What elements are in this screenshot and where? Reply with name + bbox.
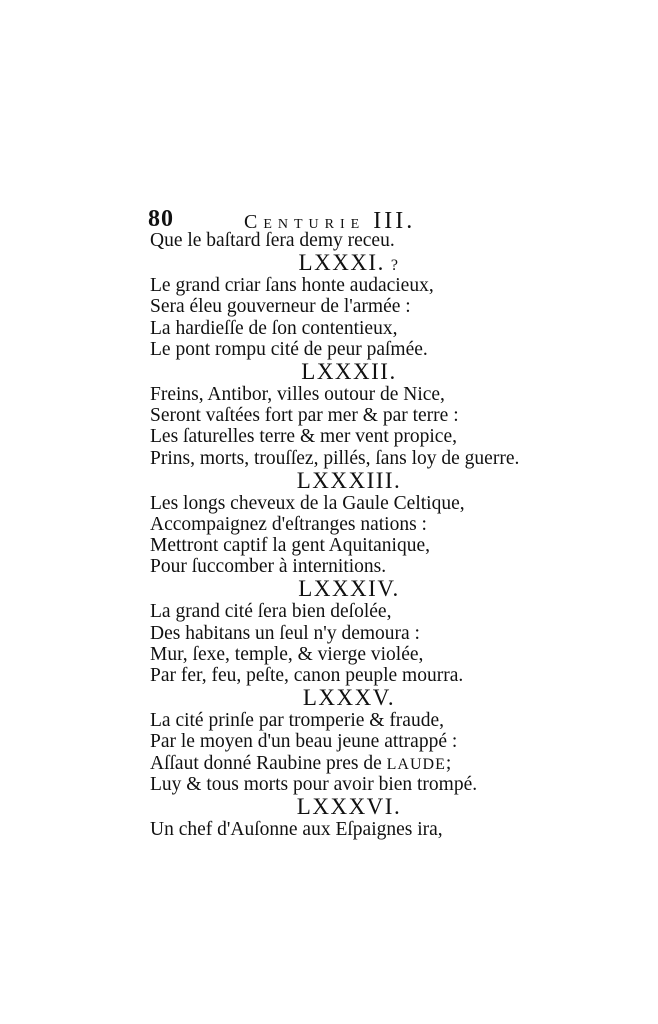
verse-line: Accompaignez d'eſtranges nations : xyxy=(150,513,427,535)
question-mark: ? xyxy=(390,257,400,275)
page-number: 80 xyxy=(148,206,174,232)
quatrain-heading xyxy=(150,686,520,710)
running-title-number: III. xyxy=(373,208,416,234)
verse-line: Freins, Antibor, villes outour de Nice, xyxy=(150,383,445,405)
quatrain-numeral: LXXXV. xyxy=(302,685,396,711)
quatrain-heading xyxy=(150,469,520,493)
verse-line: Les ſaturelles terre & mer vent propice, xyxy=(150,426,457,448)
verse-line: Sera éleu gouverneur de l'armée : xyxy=(150,296,411,318)
verse-line-start: Aſſaut donné Raubine pres de xyxy=(150,752,387,774)
quatrain-numeral: LXXXVI. xyxy=(296,793,402,819)
quatrain-heading xyxy=(150,795,520,819)
verse-line: Luy & tous morts pour avoir bien trompé. xyxy=(150,773,478,795)
quatrain-numeral: LXXXI. xyxy=(298,250,385,276)
running-title-word: Centurie xyxy=(244,211,366,233)
verse-line: Par le moyen d'un beau jeune attrappé : xyxy=(150,731,458,753)
verse-line: Mettront captif la gent Aquitanique, xyxy=(150,535,430,557)
verse-line: Par fer, feu, peſte, canon peuple mourra. xyxy=(150,665,464,686)
verse-text xyxy=(150,230,520,840)
verse-line: Des habitans un ſeul n'y demoura : xyxy=(150,622,420,644)
quatrain-numeral: LXXXIII. xyxy=(296,467,402,493)
verse-line: Un chef d'Auſonne aux Eſpaignes ira, xyxy=(150,818,443,840)
verse-line: Le pont rompu cité de peur paſmée. xyxy=(150,338,428,360)
verse-line: La hardieſſe de ſon contentieux, xyxy=(150,317,398,339)
opening-line: Que le baſtard ſera demy receu. xyxy=(150,230,395,251)
verse-line: Pour ſuccomber à internitions. xyxy=(150,556,387,578)
verse-line: Seront vaſtées fort par mer & par terre : xyxy=(150,405,459,427)
quatrain-numeral: LXXXII. xyxy=(301,358,397,384)
verse-line: Le grand criar ſans honte audacieux, xyxy=(150,275,434,297)
place-name-laude: LAUDE xyxy=(386,755,446,773)
quatrain-heading xyxy=(150,360,520,384)
verse-line: Mur, ſexe, temple, & vierge violée, xyxy=(150,643,424,665)
quatrain-heading xyxy=(150,577,520,601)
verse-line: La grand cité ſera bien deſolée, xyxy=(150,601,392,623)
verse-line: Prins, morts, trouſſez, pillés, ſans loy de guerre. xyxy=(150,447,520,469)
verse-line: La cité prinſe par tromperie & fraude, xyxy=(150,710,444,732)
verse-line xyxy=(150,753,520,774)
quatrain-numeral: LXXXIV. xyxy=(298,576,400,602)
line-punctuation: ; xyxy=(445,752,452,774)
quatrain-heading xyxy=(150,251,520,275)
verse-line: Les longs cheveux de la Gaule Celtique, xyxy=(150,492,465,514)
